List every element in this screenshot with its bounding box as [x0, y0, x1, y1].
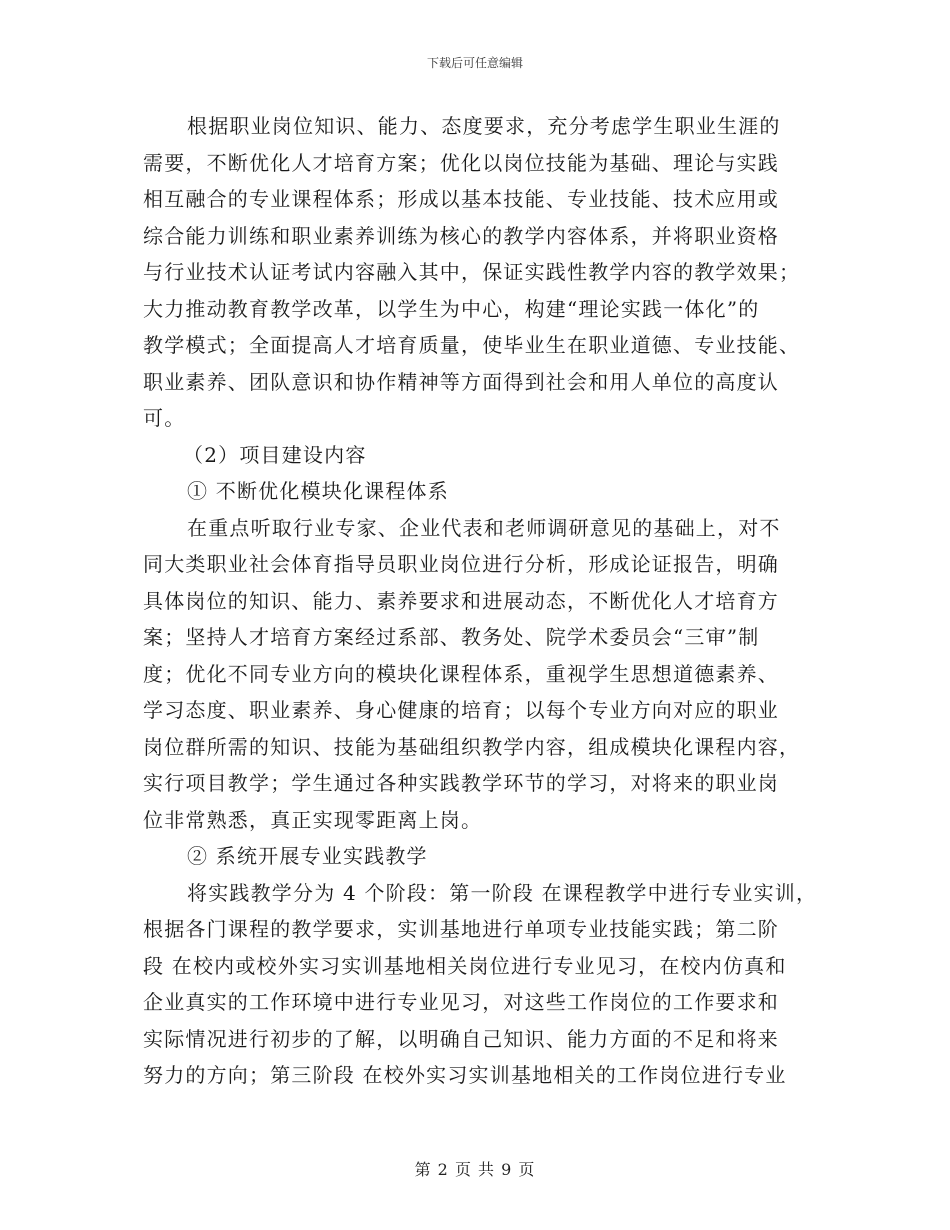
paragraph-line: 大力推动教育教学改革，以学生为中心，构建“理论实践一体化”的	[143, 296, 760, 321]
paragraph-line: 度；优化不同专业方向的模块化课程体系，重视学生思想道德素养、	[143, 661, 779, 686]
section-heading: （2）项目建设内容	[183, 442, 367, 467]
paragraph-line: 可。	[143, 406, 186, 430]
paragraph-line: 与行业技术认证考试内容融入其中，保证实践性教学内容的教学效果；	[143, 260, 801, 284]
paragraph-line: 实行项目教学；学生通过各种实践教学环节的学习，对将来的职业岗	[143, 771, 779, 795]
paragraph-line: 学习态度、职业素养、身心健康的培育；以每个专业方向对应的职业	[143, 698, 779, 722]
paragraph-line: 相互融合的专业课程体系；形成以基本技能、专业技能、技术应用或	[143, 187, 779, 211]
paragraph-line: 岗位群所需的知识、技能为基础组织教学内容，组成模块化课程内容，	[143, 734, 801, 759]
paragraph-line: 努力的方向；第三阶段 在校外实习实训基地相关的工作岗位进行专业	[143, 1063, 787, 1087]
subsection-heading: ② 系统开展专业实践教学	[187, 844, 428, 868]
paragraph-line: 根据各门课程的教学要求，实训基地进行单项专业技能实践；第二阶	[143, 917, 779, 941]
paragraph-line: 综合能力训练和职业素养训练为核心的教学内容体系，并将职业资格	[143, 223, 779, 248]
paragraph-line: 企业真实的工作环境中进行专业见习，对这些工作岗位的工作要求和	[143, 990, 779, 1014]
paragraph-line: 案；坚持人才培育方案经过系部、教务处、院学术委员会“三审”制	[143, 625, 760, 649]
paragraph-line: 将实践教学分为 4 个阶段：第一阶段 在课程教学中进行专业实训，	[187, 880, 818, 905]
subsection-heading: ① 不断优化模块化课程体系	[187, 479, 449, 503]
paragraph-line: 职业素养、团队意识和协作精神等方面得到社会和用人单位的高度认	[143, 369, 779, 394]
page-footer-number: 第 2 页 共 9 页	[414, 1160, 536, 1179]
paragraph-line: 位非常熟悉，真正实现零距离上岗。	[143, 807, 483, 832]
paragraph-line: 同大类职业社会体育指导员职业岗位进行分析，形成论证报告，明确	[143, 552, 779, 576]
page-header-note: 下载后可任意编辑	[426, 56, 523, 70]
paragraph-line: 根据职业岗位知识、能力、态度要求，充分考虑学生职业生涯的	[187, 114, 781, 138]
paragraph-line: 实际情况进行初步的了解，以明确自己知识、能力方面的不足和将来	[143, 1026, 779, 1051]
paragraph-line: 教学模式；全面提高人才培育质量，使毕业生在职业道德、专业技能、	[143, 333, 801, 357]
document-body	[143, 108, 818, 1094]
paragraph-line: 具体岗位的知识、能力、素养要求和进展动态，不断优化人才培育方	[143, 588, 779, 613]
paragraph-line: 段 在校内或校外实习实训基地相关岗位进行专业见习，在校内仿真和	[143, 953, 787, 978]
paragraph-line: 需要，不断优化人才培育方案；优化以岗位技能为基础、理论与实践	[143, 150, 779, 175]
paragraph-line: 在重点听取行业专家、企业代表和老师调研意见的基础上，对不	[187, 515, 781, 540]
